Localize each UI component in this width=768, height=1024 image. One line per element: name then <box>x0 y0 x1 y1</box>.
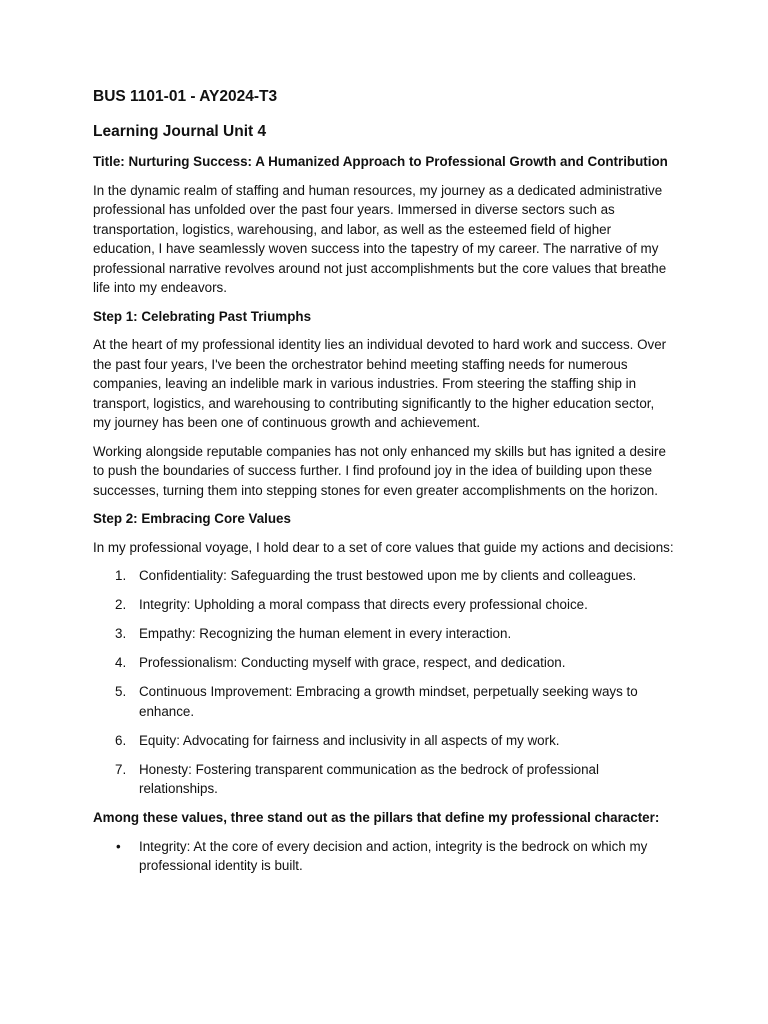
list-number: 3. <box>115 626 127 641</box>
pillars-list <box>93 837 675 876</box>
list-item-text: Confidentiality: Safeguarding the trust bestowed upon me by clients and colleagues. <box>139 568 637 583</box>
list-number: 1. <box>115 568 127 583</box>
list-item-text: Professionalism: Conducting myself with grace, respect, and dedication. <box>139 655 566 670</box>
step2-intro: In my professional voyage, I hold dear to a set of core values that guide my actions and decisions: <box>93 539 674 555</box>
list-item-text: Continuous Improvement: Embracing a growth mindset, perpetually seeking ways to enhance. <box>139 684 638 719</box>
list-number: 6. <box>115 732 127 748</box>
list-item <box>93 682 675 721</box>
journal-unit-heading: Learning Journal Unit 4 <box>93 123 267 140</box>
step1-paragraph-2: Working alongside reputable companies has not only enhanced my skills but has ignited a desire to push the boundaries of success further. I find profound joy in the idea of building upon these successes, turning them into stepping stones for even greater accomplishments on the horizon. <box>93 443 666 498</box>
step1-paragraph-1: At the heart of my professional identity lies an individual devoted to hard work and success. Over the past four years, I've been the orchestrator behind meeting staffing needs for numerous companies, leaving an indelible mark in various industries. From steering the staffing ship in transport, logistics, and warehousing to contributing significantly to the higher education sector, my journey has been one of continuous growth and achievement. <box>93 337 667 430</box>
document-title: Title: Nurturing Success: A Humanized Approach to Professional Growth and Contribution <box>93 154 668 169</box>
list-item <box>93 837 675 876</box>
list-number: 5. <box>115 684 127 699</box>
core-values-list <box>93 566 675 799</box>
bullet-icon: • <box>116 838 121 854</box>
list-item-text: Integrity: Upholding a moral compass that directs every professional choice. <box>139 597 588 612</box>
list-item <box>93 624 675 644</box>
list-item-text: Honesty: Fostering transparent communication as the bedrock of professional relationships. <box>139 761 599 796</box>
step2-heading: Step 2: Embracing Core Values <box>93 511 291 526</box>
intro-paragraph: In the dynamic realm of staffing and human resources, my journey as a dedicated administrative professional has unfolded over the past four years. Immersed in diverse sectors such as transportation, logistics, warehousing, and labor, as well as the esteemed field of higher education, I have seamlessly woven success into the tapestry of my career. The narrative of my professional narrative revolves around not just accomplishments but the core values that breathe life into my endeavors. <box>93 182 667 295</box>
list-number: 4. <box>115 655 127 670</box>
list-number: 2. <box>115 597 127 612</box>
pillars-heading: Among these values, three stand out as the pillars that define my professional character: <box>93 810 660 825</box>
list-item <box>93 760 675 799</box>
course-code: BUS 1101-01 - AY2024-T3 <box>93 88 278 105</box>
list-item-text: Integrity: At the core of every decision and action, integrity is the bedrock on which my professional identity is built. <box>139 838 648 873</box>
list-item-text: Empathy: Recognizing the human element in every interaction. <box>139 626 512 641</box>
list-item-text: Equity: Advocating for fairness and inclusivity in all aspects of my work. <box>139 732 560 748</box>
step1-heading: Step 1: Celebrating Past Triumphs <box>93 308 312 324</box>
document-page <box>93 86 675 876</box>
list-item <box>93 595 675 615</box>
list-number: 7. <box>115 761 127 777</box>
list-item <box>93 731 675 751</box>
list-item <box>93 653 675 673</box>
list-item <box>93 566 675 586</box>
